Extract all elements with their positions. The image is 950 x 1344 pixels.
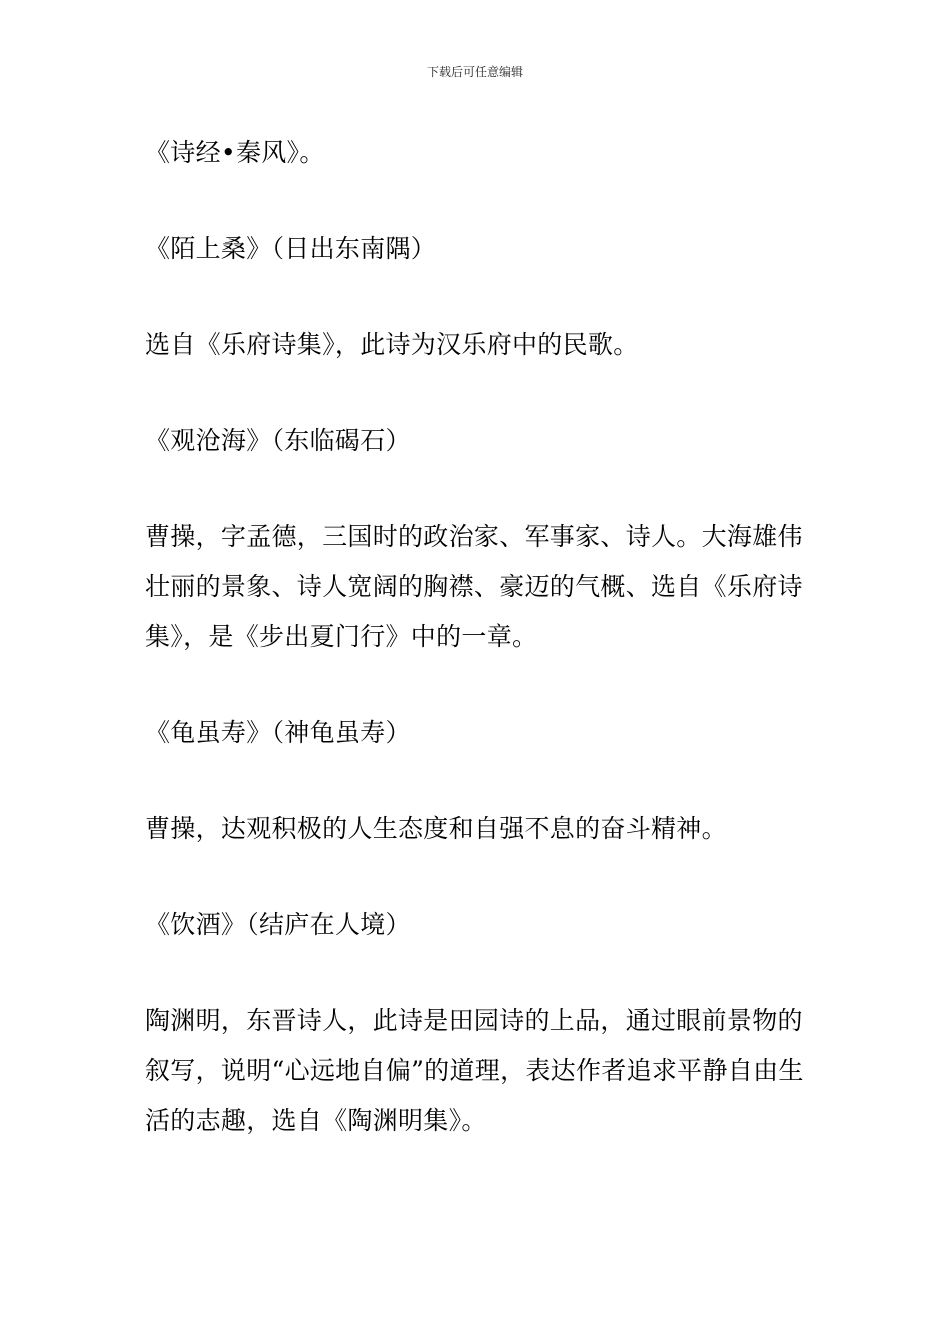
paragraph-moshangsang-title: 《陌上桑》（日出东南隅） bbox=[145, 234, 437, 263]
paragraph-guancanghai-title: 《观沧海》（东临碣石） bbox=[145, 426, 411, 455]
page-header: 下载后可任意编辑 bbox=[426, 65, 523, 79]
paragraph-yinjiu-title: 《饮酒》（结庐在人境） bbox=[145, 910, 411, 939]
document-body bbox=[145, 128, 810, 1192]
paragraph-guisuishou-desc: 曹操，达观积极的人生态度和自强不息的奋斗精神。 bbox=[145, 814, 727, 843]
paragraph-moshangsang-desc: 选自《乐府诗集》，此诗为汉乐府中的民歌。 bbox=[145, 330, 639, 359]
paragraph-guancanghai-desc: 曹操，字孟德，三国时的政治家、军事家、诗人。大海雄伟壮丽的景象、诗人宽阔的胸襟、豪迈的气概、选自《乐府诗集》，是《步出夏门行》中的一章。 bbox=[145, 522, 803, 651]
paragraph-yinjiu-desc: 陶渊明，东晋诗人，此诗是田园诗的上品，通过眼前景物的叙写，说明“心远地自偏”的道理，表达作者追求平静自由生活的志趣，选自《陶渊明集》。 bbox=[145, 1006, 804, 1135]
paragraph-shijing-qinfeng: 《诗经•秦风》。 bbox=[145, 138, 325, 167]
paragraph-guisuishou-title: 《龟虽寿》（神龟虽寿） bbox=[145, 718, 411, 747]
